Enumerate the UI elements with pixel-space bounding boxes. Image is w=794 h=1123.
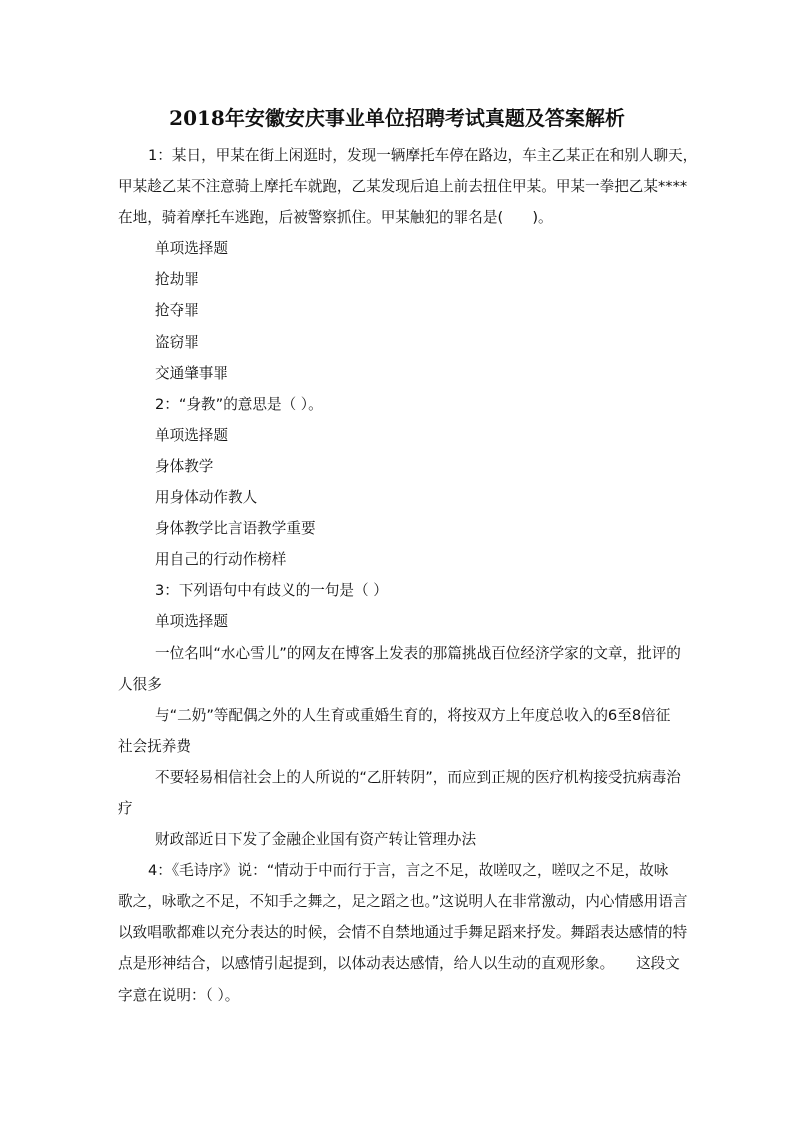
- option: 交通肇事罪: [155, 364, 228, 382]
- question-4: [118, 855, 688, 1010]
- question-stem: 字意在说明：（ ）。: [118, 986, 240, 1004]
- option: 身体教学比言语教学重要: [155, 520, 316, 538]
- question-stem: 歌之，咏歌之不足，不知手之舞之，足之蹈之也。”这说明人在非常激动，内心情感用语言: [118, 893, 688, 911]
- option: 财政部近日下发了金融企业国有资产转让管理办法: [155, 831, 477, 849]
- document-body: [118, 140, 698, 1011]
- option: 抢劫罪: [155, 271, 199, 289]
- question-stem: 在地，骑着摩托车逃跑，后被警察抓住。甲某触犯的罪名是( )。: [118, 209, 553, 227]
- option: 盗窃罪: [155, 333, 199, 351]
- question-stem: 2：“身教”的意思是（ ）。: [155, 395, 323, 413]
- option: 抢夺罪: [155, 302, 199, 320]
- option: 疗: [118, 799, 133, 817]
- document-title: 2018年安徽安庆事业单位招聘考试真题及答案解析: [169, 106, 625, 130]
- question-type: 单项选择题: [155, 613, 228, 631]
- option: 身体教学: [155, 457, 214, 475]
- question-type: 单项选择题: [155, 426, 228, 444]
- question-type: 单项选择题: [155, 240, 228, 258]
- question-stem: 以致唱歌都难以充分表达的时候，会情不自禁地通过手舞足蹈来抒发。舞蹈表达感情的特: [118, 924, 688, 942]
- option: 用自己的行动作榜样: [155, 551, 287, 569]
- question-stem: 4：《毛诗序》说：“情动于中而行于言，言之不足，故嗟叹之，嗟叹之不足，故咏: [148, 862, 669, 880]
- option: 与“二奶”等配偶之外的人生育或重婚生育的，将按双方上年度总收入的6至8倍征: [155, 706, 671, 724]
- option: 不要轻易相信社会上的人所说的“乙肝转阴”，而应到正规的医疗机构接受抗病毒治: [155, 768, 681, 786]
- option: 用身体动作教人: [155, 489, 258, 507]
- question-stem: 甲某趁乙某不注意骑上摩托车就跑，乙某发现后追上前去扭住甲某。甲某一拳把乙某****: [118, 178, 688, 196]
- option: 一位名叫“水心雪儿”的网友在博客上发表的那篇挑战百位经济学家的文章，批评的: [155, 644, 681, 662]
- question-1: [118, 140, 698, 389]
- question-stem: 3：下列语句中有歧义的一句是（ ）: [155, 582, 388, 600]
- question-stem: 1：某日，甲某在街上闲逛时，发现一辆摩托车停在路边，车主乙某正在和别人聊天，: [148, 147, 698, 164]
- option: 社会抚养费: [118, 737, 191, 755]
- question-stem: 点是形神结合，以感情引起提到，以体动表达感情，给人以生动的直观形象。 这段文: [118, 955, 680, 973]
- option: 人很多: [118, 675, 162, 693]
- question-2: [118, 389, 678, 576]
- question-3: [118, 575, 681, 855]
